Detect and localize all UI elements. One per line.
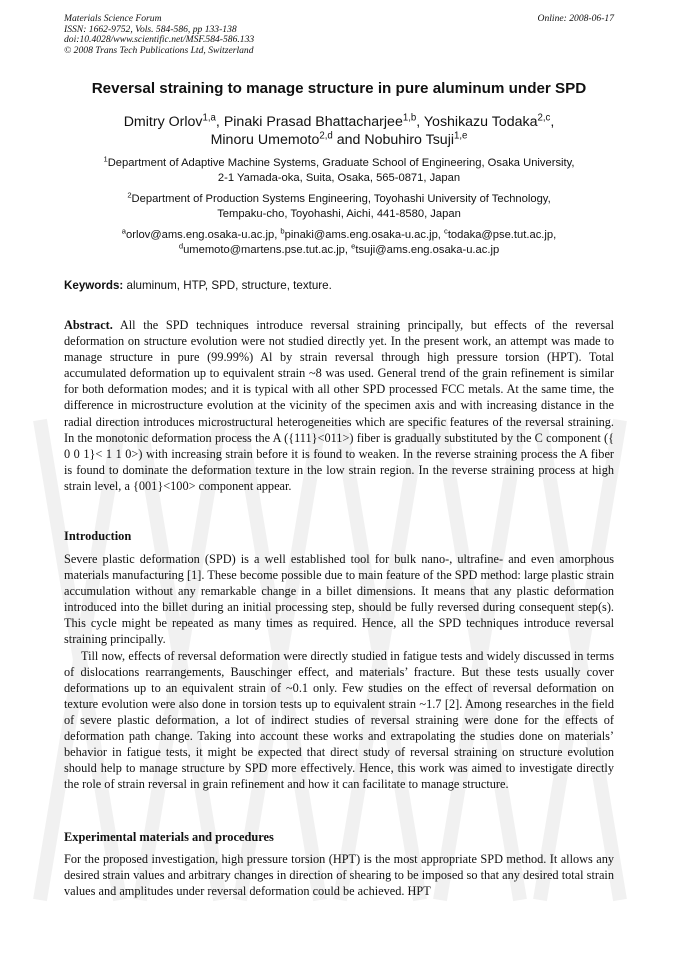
abstract-label: Abstract. <box>64 318 113 332</box>
author-affiliation-marker: 1,a <box>202 112 216 124</box>
author-name: Dmitry Orlov <box>123 114 203 130</box>
affiliation-line: Department of Production Systems Engineering, Toyohashi University of Technology, <box>131 193 551 205</box>
keywords-text: aluminum, HTP, SPD, structure, texture. <box>123 279 332 292</box>
affiliation-marker: 2 <box>127 190 132 200</box>
issn-line: ISSN: 1662-9752, Vols. 584-586, pp 133-138 <box>64 23 237 35</box>
online-date: Online: 2008-06-17 <box>537 13 614 24</box>
affiliation-line: Department of Adaptive Machine Systems, Graduate School of Engineering, Osaka University, <box>107 157 575 169</box>
introduction-section <box>64 551 614 792</box>
introduction-heading: Introduction <box>64 529 132 543</box>
email-link[interactable]: orlov@ams.eng.osaka-u.ac.jp <box>126 229 275 241</box>
email-marker: e <box>351 240 356 250</box>
affiliation-line: 2-1 Yamada-oka, Suita, Osaka, 565-0871, Japan <box>217 171 461 184</box>
abstract-text: All the SPD techniques introduce reversal straining principally, but effects of the reversal deformation on structure evolution were not studied directly yet. In the present work, an attempt was made to manage structure in pure (99.99%) Al by strain reversal through high pressure torsion (HPT). Total accumulated deformation up to equivalent strain ~8 was used. General trend of the grain refinement is similar for both deformation modes; and it is typical with all other SPD processed FCC metals. At the same time, the difference in microstructure evolution at the vicinity of the specimen axis and with increasing distance in the radial direction introduces microstructural heterogeneities which are specific features of the reversal straining. In the monotonic deformation process the A ({111}<011>) fiber is gradually substituted by the C component ({ 0 0 1}< 1 1 0>) with increasing strain before it is found to weaken. In the reverse straining process the A fiber is found to dominate the deformation texture in the low strain region. In the reverse straining process at high strain level, a {001}<100> component appear. <box>64 318 614 493</box>
experimental-section <box>64 851 614 899</box>
author-affiliation-marker: 2,c <box>537 112 551 124</box>
email-marker: c <box>444 226 448 236</box>
abstract-section <box>64 317 614 494</box>
paragraph: For the proposed investigation, high pressure torsion (HPT) is the most appropriate SPD method. It allows any desired strain values and arbitrary changes in direction of shearing to be imposed so that any desired total strain values and amplitudes under reversal deformation could be achieved. HPT <box>64 852 614 899</box>
affiliation-2 <box>64 192 614 221</box>
email-link[interactable]: todaka@pse.tut.ac.jp <box>447 229 554 241</box>
author-name: Pinaki Prasad Bhattacharjee <box>223 114 403 130</box>
doi-line: doi:10.4028/www.scientific.net/MSF.584-586.133 <box>64 34 255 46</box>
journal-name: Materials Science Forum <box>64 13 162 24</box>
author-conjunction: and <box>332 132 365 148</box>
email-link[interactable]: umemoto@martens.pse.tut.ac.jp <box>183 243 345 256</box>
author-affiliation-marker: 1,b <box>402 112 417 124</box>
email-list: $^a$orlov@ams.eng.osaka-u.ac.jp, $^b$pinaki@ams.eng.osaka-u.ac.jp, $^c$todaka@pse.tut.ac.jp, $^d$umemoto@martens.pse.tut.ac.jp, $^e$tsuji@ams.eng.osaka-u.ac.jp <box>121 226 557 256</box>
journal-header <box>64 14 614 56</box>
author-name: Nobuhiro Tsuji <box>364 132 454 148</box>
email-link[interactable]: tsuji@ams.eng.osaka-u.ac.jp <box>355 243 500 256</box>
author-list: Dmitry Orlov$^{1,a}$, Pinaki Prasad Bhattacharjee$^{1,b}$, Yoshikazu Todaka$^{2,c}$, Minoru Umemoto$^{2,d}$ and Nobuhiro Tsuji$^{1,e}$ <box>123 112 555 148</box>
author-affiliation-marker: 1,e <box>454 130 468 142</box>
affiliation-marker: 1 <box>103 154 108 164</box>
keywords-label: Keywords: <box>64 279 124 292</box>
paragraph: Till now, effects of reversal deformation were directly studied in fatigue tests and widely discussed in terms of dislocations rearrangements, Bauschinger effect, and materials’ fracture. But these tests usually cover deformations up to an equivalent strain of ~0.1 only. Few studies on the effect of reversal deformation on texture evolution were also done in torsion tests up to equivalent strain ~1.7 [2]. Among researches in the field of severe plastic deformation, a lot of indirect studies of reversal straining were done for the effects of deformation path change. Taking into account these works and extrapolating the studies done on materials’ behavior in fatigue tests, it might be expected that direct study of reversal straining on structure evolution should help to manage structure by SPD more effectively. Hence, this work was aimed to investigate directly the role of strain reversal in grain refinement and how it can facilitate to manage structure. <box>64 648 614 792</box>
keywords-line <box>64 279 614 292</box>
copyright-line: © 2008 Trans Tech Publications Ltd, Switzerland <box>64 44 254 56</box>
email-marker: a <box>121 226 127 236</box>
experimental-heading: Experimental materials and procedures <box>64 830 274 844</box>
affiliation-line: Tempaku-cho, Toyohashi, Aichi, 441-8580, Japan <box>217 207 461 220</box>
author-affiliation-marker: 2,d <box>319 130 333 142</box>
email-marker: b <box>280 226 285 236</box>
affiliation-1 <box>64 156 614 185</box>
paper-title: Reversal straining to manage structure in pure aluminum under SPD <box>91 80 587 97</box>
email-link[interactable]: pinaki@ams.eng.osaka-u.ac.jp <box>284 229 438 241</box>
paragraph: Severe plastic deformation (SPD) is a well established tool for bulk nano-, ultrafine- and even amorphous materials manufacturing [1]. These become possible due to main feature of the SPD method: large plastic strain accumulation without any remarkable change in a billet dimensions. It means that any plastic deformation introduced into the billet during an initial processing step, should be fully reversed during consequent step(s). This cycle might be repeated as many times as required. Hence, all the SPD techniques introduce reversal straining principally. <box>64 552 614 647</box>
email-marker: d <box>178 240 184 250</box>
author-name: Minoru Umemoto <box>210 132 320 148</box>
author-name: Yoshikazu Todaka <box>423 114 538 130</box>
